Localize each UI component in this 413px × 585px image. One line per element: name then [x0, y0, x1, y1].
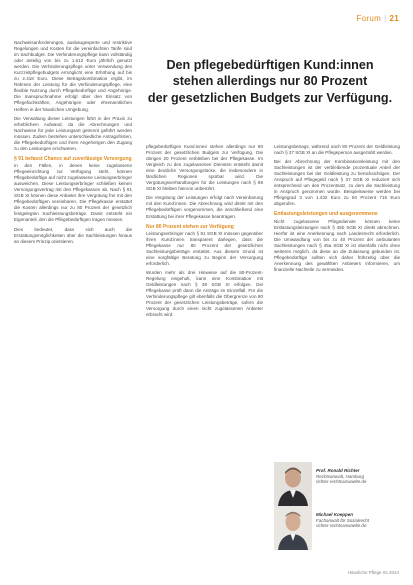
- paragraph: Leistungsbetrags, während nach 80 Prozent der Geldleistung nach § 37 SGB XI an die Pflegeperson ausgezahlt werden.: [274, 144, 400, 156]
- paragraph: Die Vergütung der Leistungen erfolgt nach Vereinbarung mit den Kund:innen. Die Abrechnung wird direkt mit den Pflegebedürftigen vorgenommen, die anschließend eine Erstattung bei ihrer Pflegekasse beantragen.: [146, 195, 263, 219]
- article-column-1: [14, 40, 132, 248]
- header-separator: |: [384, 14, 387, 23]
- author-org: richter-rechtsanwaelte.de: [316, 523, 367, 529]
- author-name: Michael Koeppen: [316, 512, 354, 517]
- headline-line-3: der gesetzlichen Budgets zur Verfügung.: [147, 90, 393, 105]
- author-role: Rechtsanwalt, Hamburg: [316, 473, 365, 479]
- paragraph: Die Verwaltung dieser Leistungen führt in der Praxis zu erheblichem Aufwand, da die Abrechnungen und Nachweise für jede Leistungsart getrennt geführt werden müssen. Zudem bestehen unterschiedliche Antragsfristen, die Pflegebedürftigen und ihren Angehörigen den Zugang zu den Leistungen erschweren.: [14, 115, 132, 151]
- author-role: Fachanwalt für Sozialrecht: [316, 517, 370, 523]
- subheading: § 91 befasst Chance auf zuverlässige Versorgung: [14, 155, 132, 162]
- page-number: 21: [389, 14, 399, 23]
- pull-quote-headline: [136, 57, 404, 106]
- section-label: Forum: [356, 14, 382, 23]
- author-caption: [316, 468, 400, 485]
- subheading: Nur 80 Prozent stehen zur Verfügung: [146, 223, 234, 230]
- page-footer: Häusliche Pflege 02.2024: [347, 570, 399, 575]
- article-column-2: [146, 144, 263, 321]
- paragraph: Nachweisanforderungen, ausbaugesperte und restriktive Regelungen und Kosten für die vereinfachten Tarife sind im Sachbudget. Die Verhinderungspflege kann vollständig oder anteilig von bis zu 1.612 Euro jährlich genutzt werden. Die Verhinderungspflege unter Verwendung des Kurzzeitpflegebudgets ermöglicht eine Erhöhung auf bis zu 2.418 Euro. Diese Betragskombination ergibt, im Rahmen der Leistung für die Verhinderungspflege, eine flexible Nutzung durch Pflegebedürftige und Angehörige. Die Inanspruchnahme erfolgt über den Einsatz von Pflegefachkräften, Angehörigen oder ehrenamtlichen Helfern in der häuslichen Umgebung.: [14, 40, 132, 112]
- author-name: Prof. Ronald Richter: [316, 468, 360, 473]
- article-column-3: [274, 144, 400, 276]
- headline-line-2: stehen allerdings nur 80 Prozent: [172, 74, 368, 89]
- paragraph: pflegebedürftigen Kund:innen stehen allerdings nur 80 Prozent der gesetzlichen Budgets zur Verfügung. Die übrigen 20 Prozent verbleiben bei der Pflegekasse. Im Vergleich zu den zugelassenen Diensten entsteht damit eine deutliche Versorgungslücke, die insbesondere in ländlichen Regionen spürbar wird. Die Vergütungsverhandlungen für die Leistungen nach § 89 SGB XI bleiben hiervon unberührt.: [146, 144, 263, 192]
- subheading: Entlastungsleistungen und ausgenommene: [274, 211, 378, 218]
- paragraph: Dies bedeutet, dass sich auch die Erstattungsmöglichkeiten über die Sachleistungen hinaus an diesem Prinzip orientieren.: [14, 226, 132, 244]
- author-card: [274, 506, 400, 552]
- paragraph: Nicht zugelassene Pflegedienste können keine Entlastungsleistungen nach § 45b SGB XI direkt abrechnen. Hierfür ist eine Anerkennung nach Landesrecht erforderlich. Die Umwandlung von bis zu 40 Prozent der ambulanten Sachleistungen nach § 45a SGB XI ist ebenfalls nicht ohne weiteres möglich, da diese an die Zulassung gebunden ist. Pflegebedürftige sollten sich daher frühzeitig über die Anerkennung des gewählten Anbieters informieren, um finanzielle Nachteile zu vermeiden.: [274, 218, 400, 273]
- author-photo: [274, 506, 312, 550]
- paragraph: Bei der Abrechnung der Kombinationsleistung mit den Sachleistungen ist der verbleibende prozentuale Anteil der Sachleistungen bei der Geldleistung zu berücksichtigen. Der Anspruch auf Pflegegeld nach § 37 SGB XI reduziert sich entsprechend um den Prozentsatz, zu dem die Sachleistung in Anspruch genommen wurde. Beispielsweise werden bei Pflegegrad 3 von 1.432 Euro zu 50 Prozent 716 Euro abgerufen.: [274, 159, 400, 207]
- paragraph: Wurden mehr als drei Hinweise auf die 80-Prozent-Regelung eingeholt, kann eine Kombination mit Geldleistungen nach § 38 SGB XI erfolgen. Die Pflegekasse prüft dann die Anträge im Einzelfall. Für die Verhinderungspflege gilt ebenfalls die Obergrenze von 80 Prozent der gesetzlichen Leistungsbeträge, sofern die Versorgung durch einen nicht zugelassenen Anbieter erbracht wird.: [146, 270, 263, 318]
- author-caption: [316, 512, 400, 529]
- paragraph: In den Fällen, in denen keine zugelassene Pflegeeinrichtung zur Verfügung steht, können Pflegebedürftige auf nicht zugelassene Leistungserbringer ausweichen. Diese Leistungserbringer schließen keinen Versorgungsvertrag mit den Pflegekassen ab. Nach § 91 SGB XI können diese Anbieter ihre Vergütung frei mit den Pflegebedürftigen vereinbaren. Die Pflegekasse erstattet die Kosten allerdings nur zu 80 Prozent der gesetzlich festgelegten Sachleistungsbeträge. Damit entsteht ein Eigenanteil, den die Pflegebedürftigen tragen müssen.: [14, 163, 132, 223]
- author-photo: [274, 462, 312, 506]
- author-card: [274, 462, 400, 508]
- page-header: [356, 14, 399, 23]
- paragraph: Leistungserbringer nach § 91 SGB XI müssen gegenüber ihren Kund:innen transparent darlegen, dass die Pflegekasse nur 80 Prozent der gesetzlichen Sachleistungsbeträge erstattet. Aus diesem Grund ist eine sorgfältige Beratung zu Beginn der Versorgung erforderlich.: [146, 230, 263, 266]
- headline-line-1: Den pflegebedürftigen Kund:innen: [166, 58, 374, 72]
- author-org: richter-rechtsanwaelte.de: [316, 479, 367, 485]
